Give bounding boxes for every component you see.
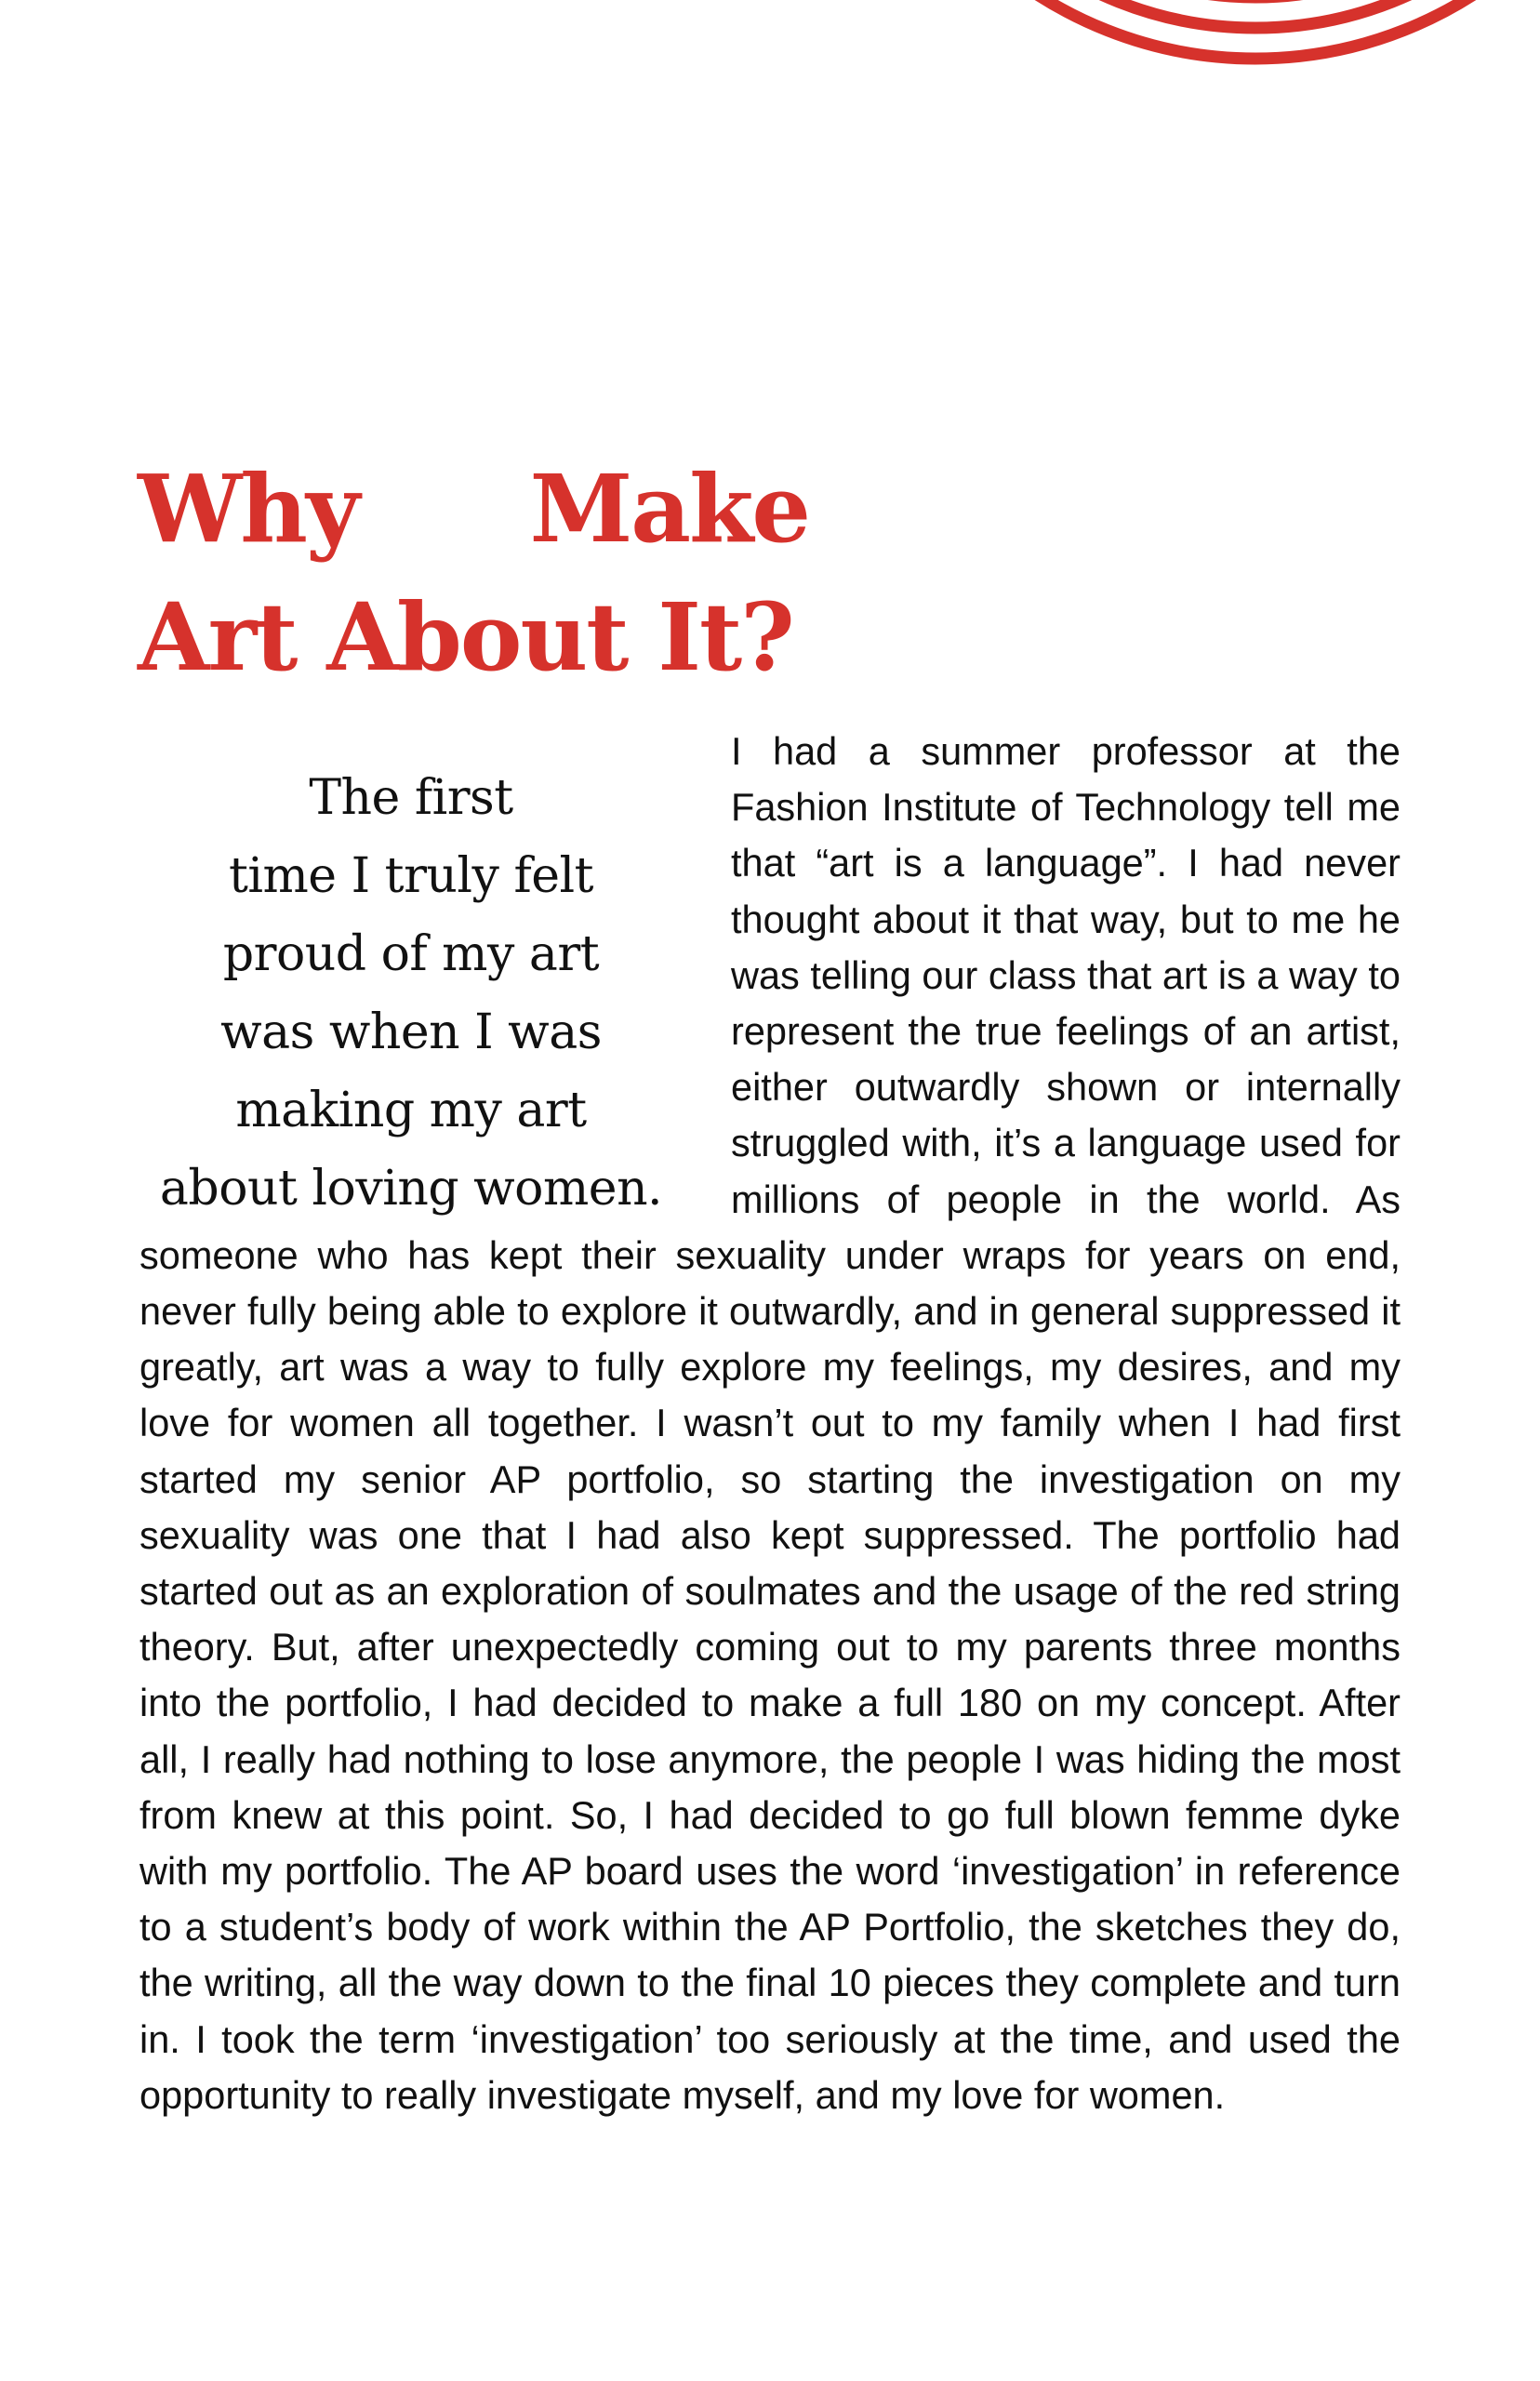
pull-quote-line: was when I was bbox=[220, 1004, 602, 1060]
arc-group bbox=[853, 0, 1540, 59]
pull-quote-line: making my art bbox=[235, 1083, 587, 1138]
title-line-2: Art About It? bbox=[138, 582, 793, 692]
body-text bbox=[139, 724, 1401, 2123]
title-line-1 bbox=[138, 445, 809, 573]
body-paragraph: I had a summer professor at the Fashion Institute of Technology tell me that “art is a language”. I had never thought about it that way, but to me he was telling our class that art is a way to represent the true feelings of an artist, either outwardly shown or internally struggled with, it’s a language used for millions of people in the world. As someone who has kept their sexuality under wraps for years on end, never fully being able to explore it outwardly, and in general suppressed it greatly, art was a way to fully explore my feelings, my desires, and my love for women all together. I wasn’t out to my family when I had first started my senior AP portfolio, so starting the investigation on my sexuality was one that I had also kept suppressed. The portfolio had started out as an exploration of soulmates and the usage of the red string theory. But, after unexpectedly coming out to my parents three months into the portfolio, I had decided to make a full 180 on my concept. After all, I really had nothing to lose anymore, the people I was hiding the most from knew at this point. So, I had decided to go full blown femme dyke with my portfolio. The AP board uses the word ‘investigation’ in reference to a student’s body of work within the AP Portfolio, the sketches they do, the writing, all the way down to the final 10 pieces they complete and turn in. I took the term ‘investigation’ too seriously at the time, and used the opportunity to really investigate myself, and my love for women. bbox=[139, 729, 1401, 2117]
title-word-make: Make bbox=[529, 454, 809, 564]
pull-quote bbox=[139, 759, 683, 1217]
pull-quote-line: proud of my art bbox=[222, 926, 600, 982]
pull-quote-line: The first bbox=[309, 770, 513, 826]
title-word-why: Why bbox=[138, 454, 359, 564]
page-title bbox=[138, 445, 872, 701]
pull-quote-line: time I truly felt bbox=[228, 848, 594, 904]
pull-quote-line: about loving women. bbox=[159, 1161, 663, 1217]
